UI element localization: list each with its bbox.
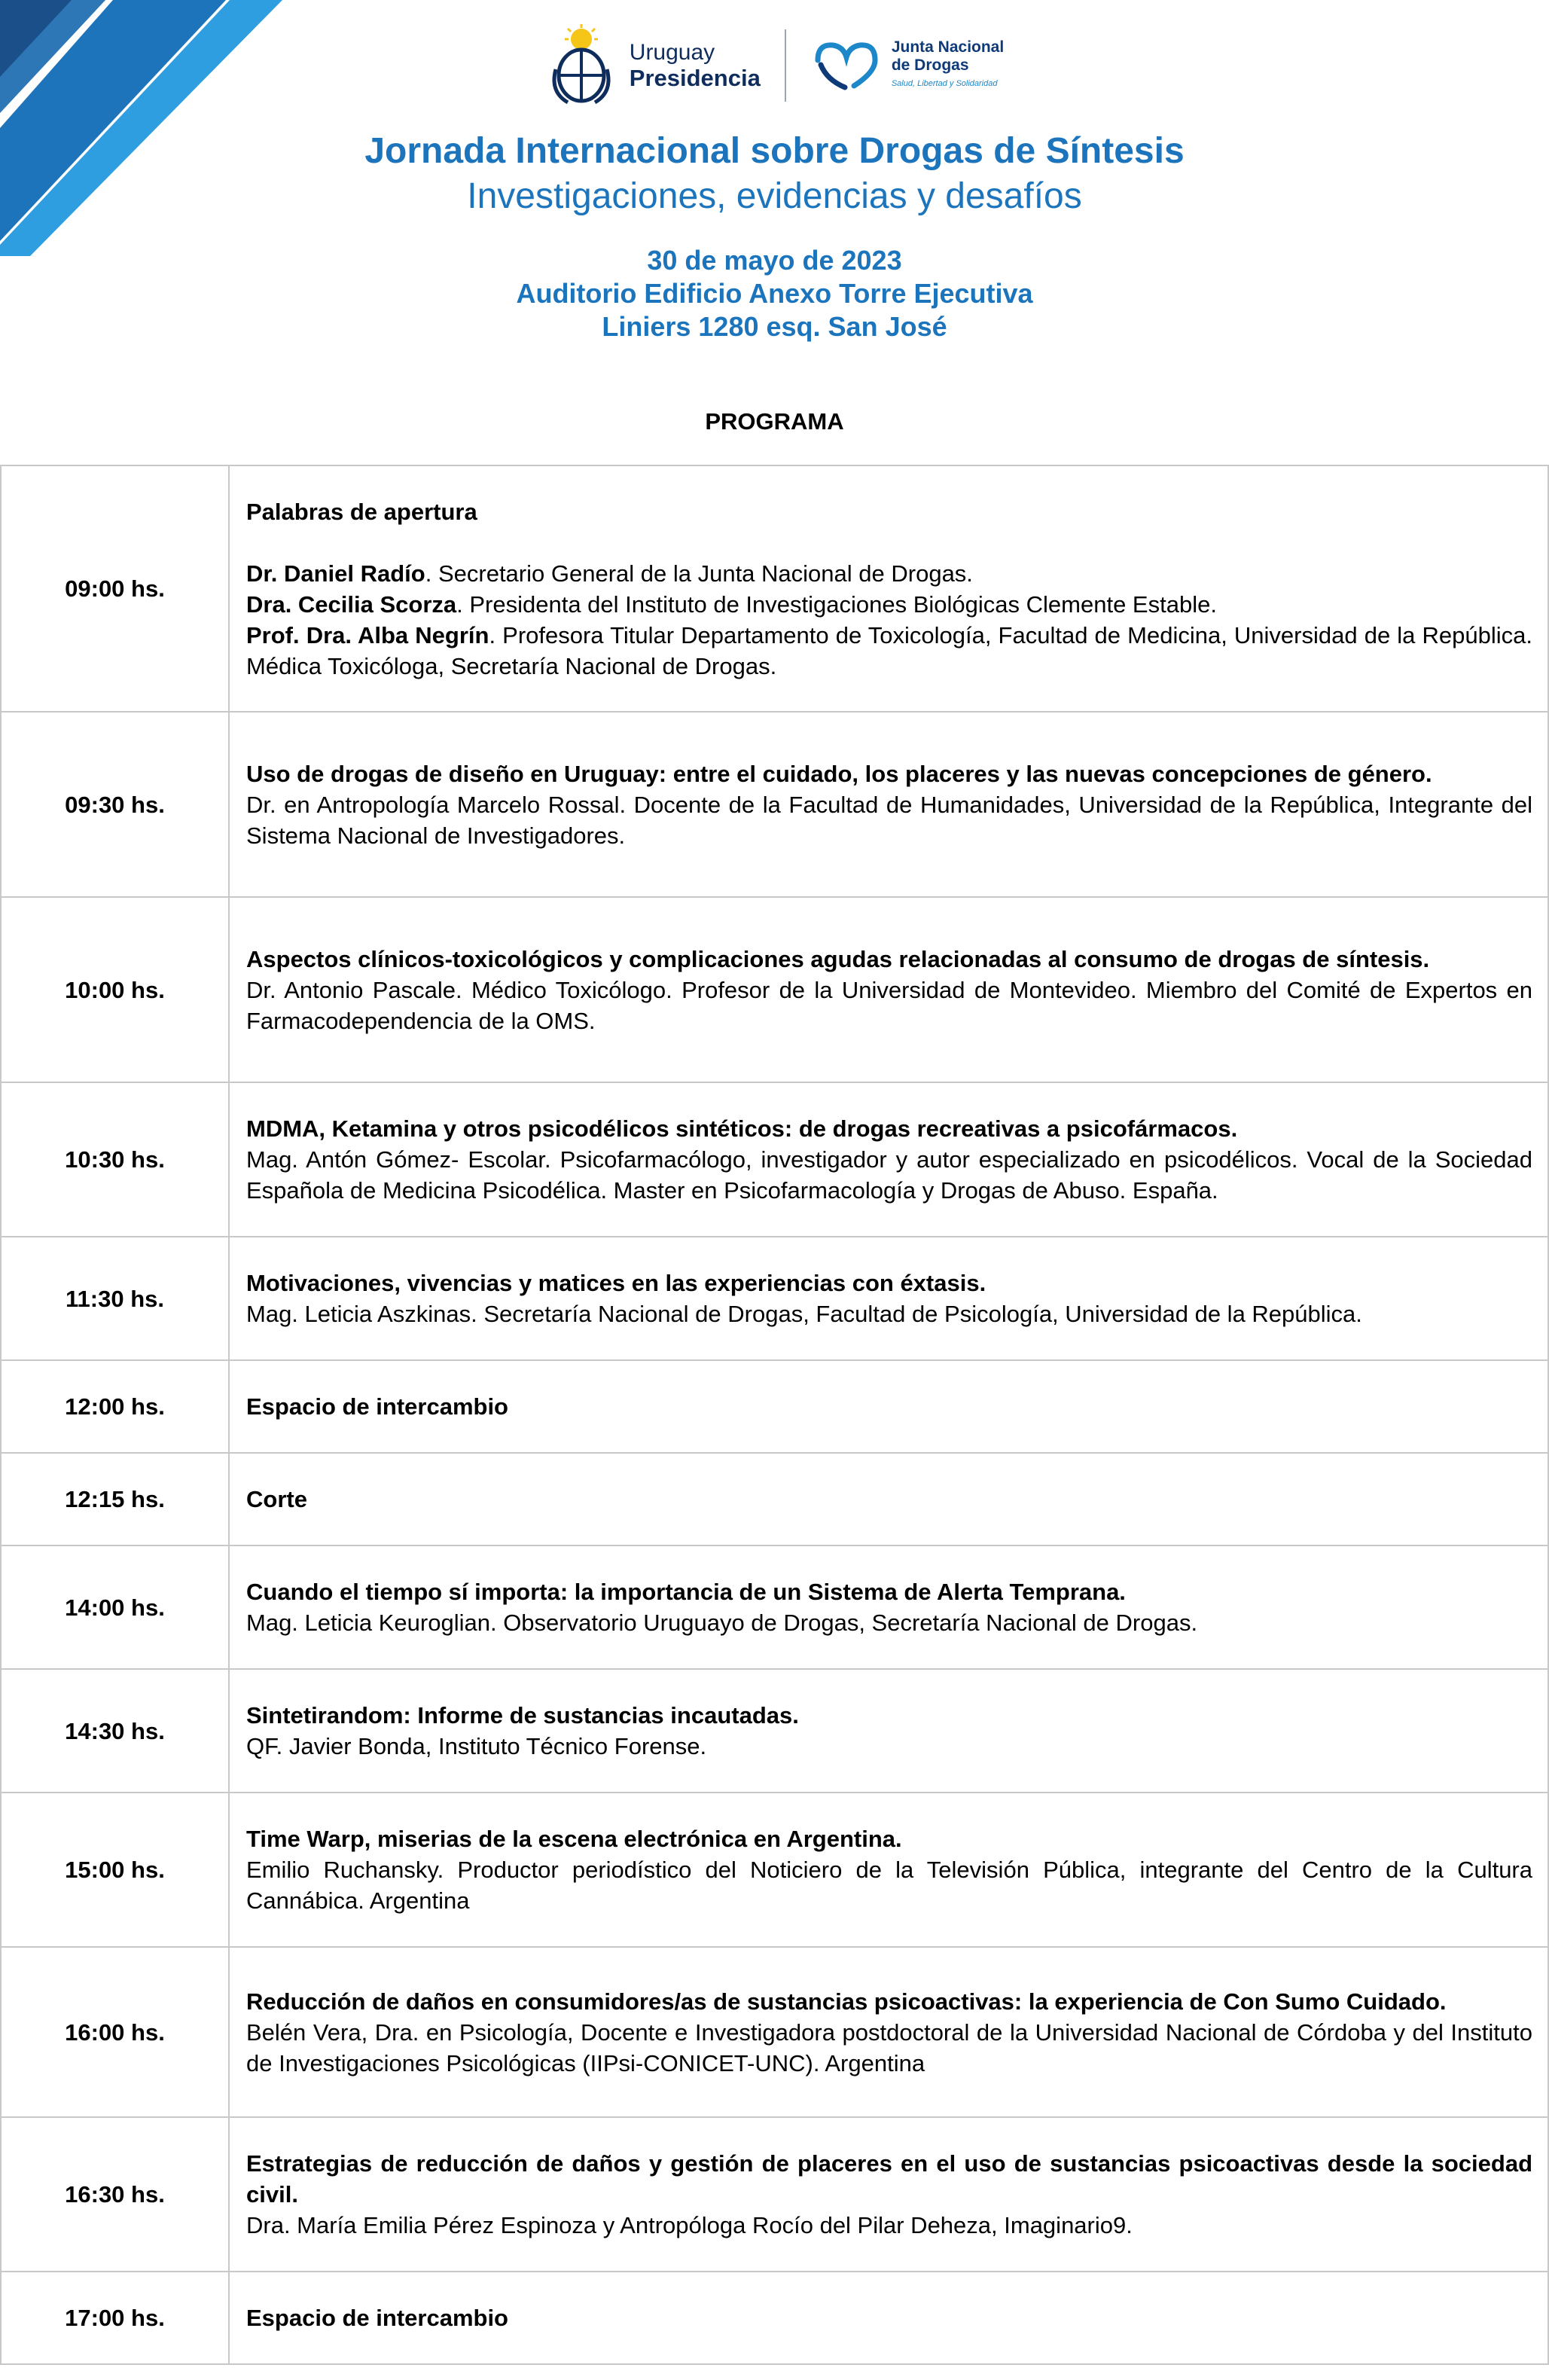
session-title: Time Warp, miserias de la escena electrónica en Argentina. [246, 1826, 902, 1852]
session-cell [229, 712, 1548, 897]
logo-bar [0, 17, 1549, 114]
time-cell: 10:30 hs. [1, 1082, 229, 1237]
event-address: Liniers 1280 esq. San José [602, 311, 947, 342]
speaker-role: . Profesora Titular Departamento de Toxicología, Facultad de Medicina, Universidad de la República. Médica Toxicóloga, Secretaría Nacional de Drogas. [246, 621, 1532, 679]
session-title: Motivaciones, vivencias y matices en las experiencias con éxtasis. [246, 1270, 986, 1296]
session-title: Cuando el tiempo sí importa: la importancia de un Sistema de Alerta Temprana. [246, 1579, 1126, 1605]
time-cell: 09:30 hs. [1, 712, 229, 897]
session-speaker: Dra. María Emilia Pérez Espinoza y Antropóloga Rocío del Pilar Deheza, Imaginario9. [246, 2212, 1133, 2238]
time-cell: 14:00 hs. [1, 1545, 229, 1669]
table-row [1, 1947, 1548, 2117]
session-cell [229, 2117, 1548, 2272]
session-cell [229, 1947, 1548, 2117]
session-cell [229, 1793, 1548, 1947]
session-title: Reducción de daños en consumidores/as de sustancias psicoactivas: la experiencia de Con Sumo Cuidado. [246, 1988, 1447, 2015]
table-row [1, 1545, 1548, 1669]
session-speaker: QF. Javier Bonda, Instituto Técnico Forense. [246, 1733, 707, 1759]
session-speaker: Dr. Antonio Pascale. Médico Toxicólogo. Profesor de la Universidad de Montevideo. Miembro del Comité de Expertos en Farmacodependencia de la OMS. [246, 976, 1532, 1034]
session-speaker: Mag. Leticia Keuroglian. Observatorio Uruguayo de Drogas, Secretaría Nacional de Drogas. [246, 1610, 1198, 1636]
time-cell: 12:15 hs. [1, 1453, 229, 1545]
speaker-line [246, 589, 1532, 620]
table-row [1, 1360, 1548, 1453]
session-cell [229, 897, 1548, 1082]
session-cell [229, 1082, 1548, 1237]
time-cell: 09:00 hs. [1, 465, 229, 712]
time-cell: 12:00 hs. [1, 1360, 229, 1453]
speaker-name: Dra. Cecilia Scorza [246, 590, 457, 618]
speaker-line [246, 558, 1532, 589]
uruguay-coat-of-arms-icon [545, 24, 617, 107]
org-left-line1: Uruguay [629, 40, 715, 65]
table-row [1, 1453, 1548, 1545]
session-title: Corte [246, 1486, 307, 1512]
table-row [1, 1082, 1548, 1237]
session-cell [229, 2272, 1548, 2364]
session-speaker: Mag. Antón Gómez- Escolar. Psicofarmacólogo, investigador y autor especializado en psicodélicos. Vocal de la Sociedad Española de Medicina Psicodélica. Master en Psicofarmacología y Drogas de Abuso. España. [246, 1146, 1532, 1204]
session-speaker: Belén Vera, Dra. en Psicología, Docente e Investigadora postdoctoral de la Universidad Nacional de Córdoba y del Instituto de Investigaciones Psicológicas (IIPsi-CONICET-UNC). Argentina [246, 2018, 1532, 2076]
session-speaker: Dr. en Antropología Marcelo Rossal. Docente de la Facultad de Humanidades, Universidad de la República, Integrante del Sistema Nacional de Investigadores. [246, 791, 1532, 849]
org-right-line2: de Drogas [891, 56, 969, 74]
org-right-tagline: Salud, Libertad y Solidaridad [891, 79, 998, 88]
program-table [0, 465, 1549, 2365]
time-cell: 14:30 hs. [1, 1669, 229, 1793]
time-cell: 11:30 hs. [1, 1237, 229, 1360]
time-cell: 17:00 hs. [1, 2272, 229, 2364]
speaker-name: Prof. Dra. Alba Negrín [246, 621, 489, 648]
table-row [1, 1237, 1548, 1360]
table-row [1, 465, 1548, 712]
event-venue: Auditorio Edificio Anexo Torre Ejecutiva [516, 278, 1033, 309]
programa-heading: PROGRAMA [705, 408, 844, 435]
logo-divider [785, 29, 786, 102]
speaker-name: Dr. Daniel Radío [246, 560, 425, 587]
session-cell [229, 1669, 1548, 1793]
session-title: Sintetirandom: Informe de sustancias incautadas. [246, 1702, 799, 1729]
session-title: Uso de drogas de diseño en Uruguay: entre el cuidado, los placeres y las nuevas concepciones de género. [246, 760, 1432, 787]
event-title: Jornada Internacional sobre Drogas de Síntesis [364, 131, 1185, 171]
event-subtitle: Investigaciones, evidencias y desafíos [467, 176, 1082, 216]
table-row [1, 897, 1548, 1082]
session-cell [229, 1545, 1548, 1669]
time-cell: 15:00 hs. [1, 1793, 229, 1947]
event-header [0, 130, 1549, 343]
jnd-logo [810, 38, 1004, 93]
session-cell [229, 1237, 1548, 1360]
org-right-line1: Junta Nacional [891, 38, 1005, 56]
heart-icon [810, 39, 883, 92]
session-title: Espacio de intercambio [246, 2305, 508, 2331]
table-row [1, 2272, 1548, 2364]
session-cell [229, 1360, 1548, 1453]
session-speaker: Mag. Leticia Aszkinas. Secretaría Nacional de Drogas, Facultad de Psicología, Universidad de la República. [246, 1301, 1362, 1327]
table-row [1, 1793, 1548, 1947]
session-speaker: Emilio Ruchansky. Productor periodístico del Noticiero de la Televisión Pública, integrante del Centro de la Cultura Cannábica. Argentina [246, 1857, 1532, 1914]
session-title: MDMA, Ketamina y otros psicodélicos sintéticos: de drogas recreativas a psicofármacos. [246, 1115, 1238, 1142]
table-row [1, 2117, 1548, 2272]
table-row [1, 712, 1548, 897]
time-cell: 16:30 hs. [1, 2117, 229, 2272]
session-title: Espacio de intercambio [246, 1393, 508, 1420]
time-cell: 10:00 hs. [1, 897, 229, 1082]
speaker-role: . Secretario General de la Junta Nacional de Drogas. [425, 560, 973, 587]
speaker-role: . Presidenta del Instituto de Investigaciones Biológicas Clemente Estable. [456, 590, 1217, 618]
presidencia-logo [545, 24, 761, 107]
speaker-line [246, 620, 1532, 682]
time-cell: 16:00 hs. [1, 1947, 229, 2117]
org-left-line2: Presidencia [629, 65, 761, 91]
session-cell [229, 1453, 1548, 1545]
session-title: Estrategias de reducción de daños y gestión de placeres en el uso de sustancias psicoactivas desde la sociedad civil. [246, 2150, 1532, 2208]
session-title: Palabras de apertura [246, 498, 477, 525]
table-row [1, 1669, 1548, 1793]
session-cell [229, 465, 1548, 712]
event-date: 30 de mayo de 2023 [647, 245, 902, 276]
session-title: Aspectos clínicos-toxicológicos y complicaciones agudas relacionadas al consumo de drogas de síntesis. [246, 945, 1430, 972]
